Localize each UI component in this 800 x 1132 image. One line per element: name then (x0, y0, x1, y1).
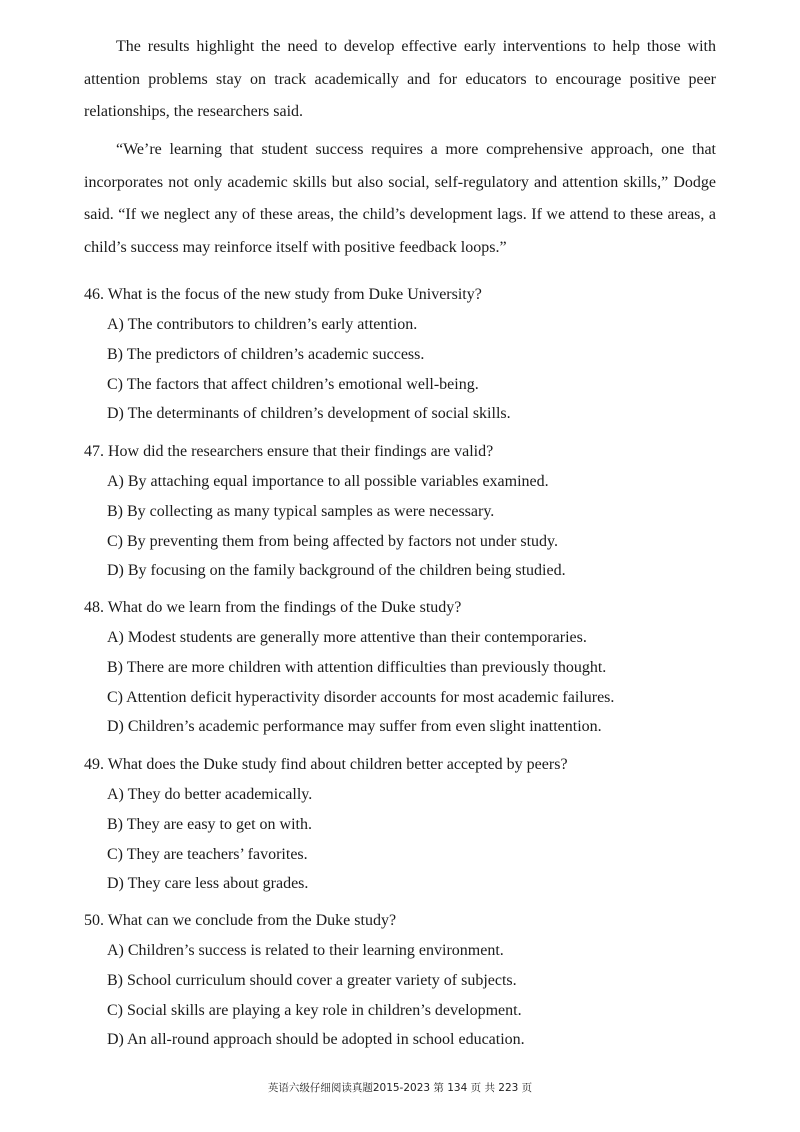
answer-option-d: D) The determinants of children’s development of social skills. (107, 405, 511, 423)
question-stem: 47. How did the researchers ensure that their findings are valid? (84, 443, 494, 460)
question-stem: 49. What does the Duke study find about children better accepted by peers? (84, 756, 568, 773)
question-49 (84, 750, 724, 899)
answer-option-d: D) By focusing on the family background of the children being studied. (107, 562, 566, 580)
answer-option-c: C) Attention deficit hyperactivity disorder accounts for most academic failures. (107, 688, 615, 706)
answer-option-b: B) School curriculum should cover a greater variety of subjects. (107, 971, 517, 989)
answer-option-c: C) Social skills are playing a key role in children’s development. (107, 1001, 522, 1019)
question-46 (84, 280, 724, 429)
answer-option-d: D) Children’s academic performance may suffer from even slight inattention. (107, 718, 602, 736)
answer-option-c: C) They are teachers’ favorites. (107, 845, 308, 863)
answer-option-d: D) An all-round approach should be adopted in school education. (107, 1031, 525, 1049)
answer-option-b: B) They are easy to get on with. (107, 815, 312, 833)
answer-option-c: C) By preventing them from being affected by factors not under study. (107, 532, 558, 550)
answer-option-a: A) They do better academically. (107, 786, 313, 803)
answer-option-b: B) By collecting as many typical samples as were necessary. (107, 502, 495, 520)
answer-option-a: A) Children’s success is related to their learning environment. (107, 942, 504, 959)
passage-paragraph: The results highlight the need to develop effective early interventions to help those with attention problems stay on track academically and for educators to encourage positive peer relationships, the researchers said. (84, 38, 716, 121)
answer-option-a: A) By attaching equal importance to all possible variables examined. (107, 473, 549, 490)
answer-option-a: A) Modest students are generally more attentive than their contemporaries. (107, 629, 587, 646)
question-47 (84, 437, 724, 586)
question-stem: 48. What do we learn from the findings of the Duke study? (84, 599, 462, 616)
passage-paragraph: “We’re learning that student success requires a more comprehensive approach, one that incorporates not only academic skills but also social, self-regulatory and attention skills,” Dodge said. “If we neglect any of these areas, the child’s development lags. If we attend to these areas, a child’s success may reinforce itself with positive feedback loops.” (84, 141, 716, 256)
question-48 (84, 593, 724, 742)
answer-option-b: B) There are more children with attention difficulties than previously thought. (107, 658, 607, 676)
question-stem: 50. What can we conclude from the Duke study? (84, 912, 397, 929)
answer-option-c: C) The factors that affect children’s emotional well-being. (107, 375, 479, 393)
answer-option-b: B) The predictors of children’s academic success. (107, 345, 425, 363)
question-50 (84, 906, 724, 1055)
question-stem: 46. What is the focus of the new study from Duke University? (84, 286, 482, 303)
page-footer: 英语六级仔细阅读真题2015-2023 第 134 页 共 223 页 (267, 1082, 533, 1094)
answer-option-d: D) They care less about grades. (107, 875, 309, 893)
answer-option-a: A) The contributors to children’s early attention. (107, 316, 418, 333)
